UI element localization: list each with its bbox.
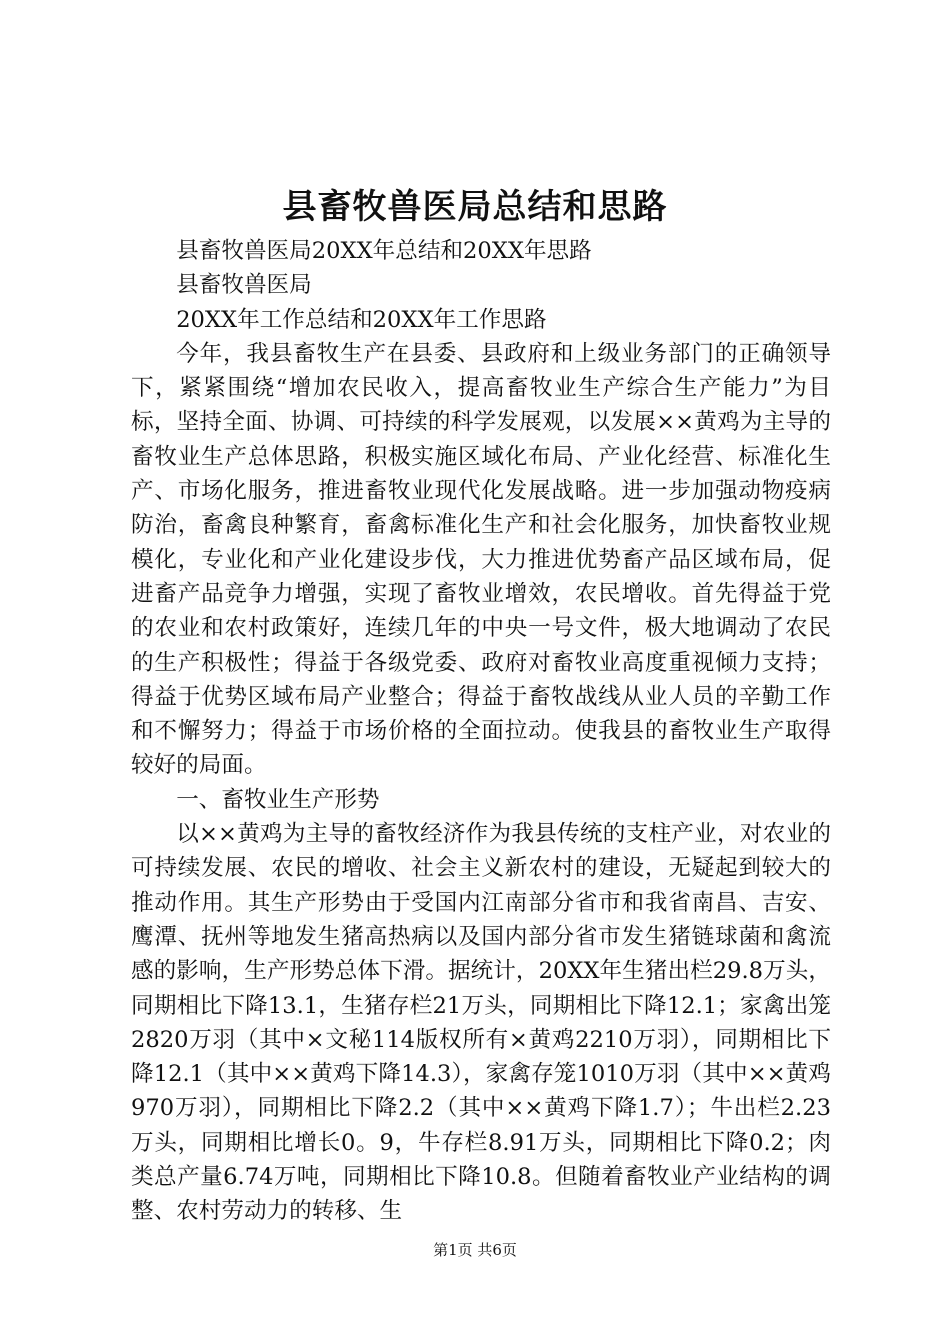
section-paragraph: 以××黄鸡为主导的畜牧经济作为我县传统的支柱产业，对农业的可持续发展、农民的增收、社会主义新农村的建设，无疑起到较大的推动作用。其生产形势由于受国内江南部分省市和我省南昌、吉安、鹰潭、抚州等地发生猪高热病以及国内部分省市发生猪链球菌和禽流感的影响，生产形势总体下滑。据统计，20XX年生猪出栏29.8万头，同期相比下降13.1，生猪存栏21万头，同期相比下降12.1；家禽出笼2820万羽（其中×文秘114版权所有×黄鸡2210万羽），同期相比下降12.1（其中××黄鸡下降14.3），家禽存笼1010万羽（其中××黄鸡970万羽），同期相比下降2.2（其中××黄鸡下降1.7）；牛出栏2.23万头，同期相比增长0。9，牛存栏8.91万头，同期相比下降0.2；肉类总产量6.74万吨，同期相比下降10.8。但随着畜牧业产业结构的调整、农村劳动力的转移、生 — [131, 821, 831, 1225]
document-title: 县畜牧兽医局总结和思路 — [282, 187, 668, 227]
section-heading: 一、畜牧业生产形势 — [176, 786, 380, 813]
department-line: 县畜牧兽医局 — [176, 272, 312, 299]
document-body — [131, 234, 831, 1229]
subtitle-line: 县畜牧兽医局20XX年总结和20XX年思路 — [176, 238, 592, 264]
page-number: 第1页 共6页 — [433, 1241, 517, 1259]
heading-line: 20XX年工作总结和20XX年工作思路 — [176, 306, 547, 333]
intro-paragraph: 今年，我县畜牧生产在县委、县政府和上级业务部门的正确领导下，紧紧围绕“增加农民收入，提高畜牧业生产综合生产能力”为目标，坚持全面、协调、可持续的科学发展观，以发展××黄鸡为主导的畜牧业生产总体思路，积极实施区域化布局、产业化经营、标准化生产、市场化服务，推进畜牧业现代化发展战略。进一步加强动物疫病防治，畜禽良种繁育，畜禽标准化生产和社会化服务，加快畜牧业规模化，专业化和产业化建设步伐，大力推进优势畜产品区域布局，促进畜产品竞争力增强，实现了畜牧业增效，农民增收。首先得益于党的农业和农村政策好，连续几年的中央一号文件，极大地调动了农民的生产积极性；得益于各级党委、政府对畜牧业高度重视倾力支持；得益于优势区域布局产业整合；得益于畜牧战线从业人员的辛勤工作和不懈努力；得益于市场价格的全面拉动。使我县的畜牧业生产取得较好的局面。 — [131, 340, 831, 779]
